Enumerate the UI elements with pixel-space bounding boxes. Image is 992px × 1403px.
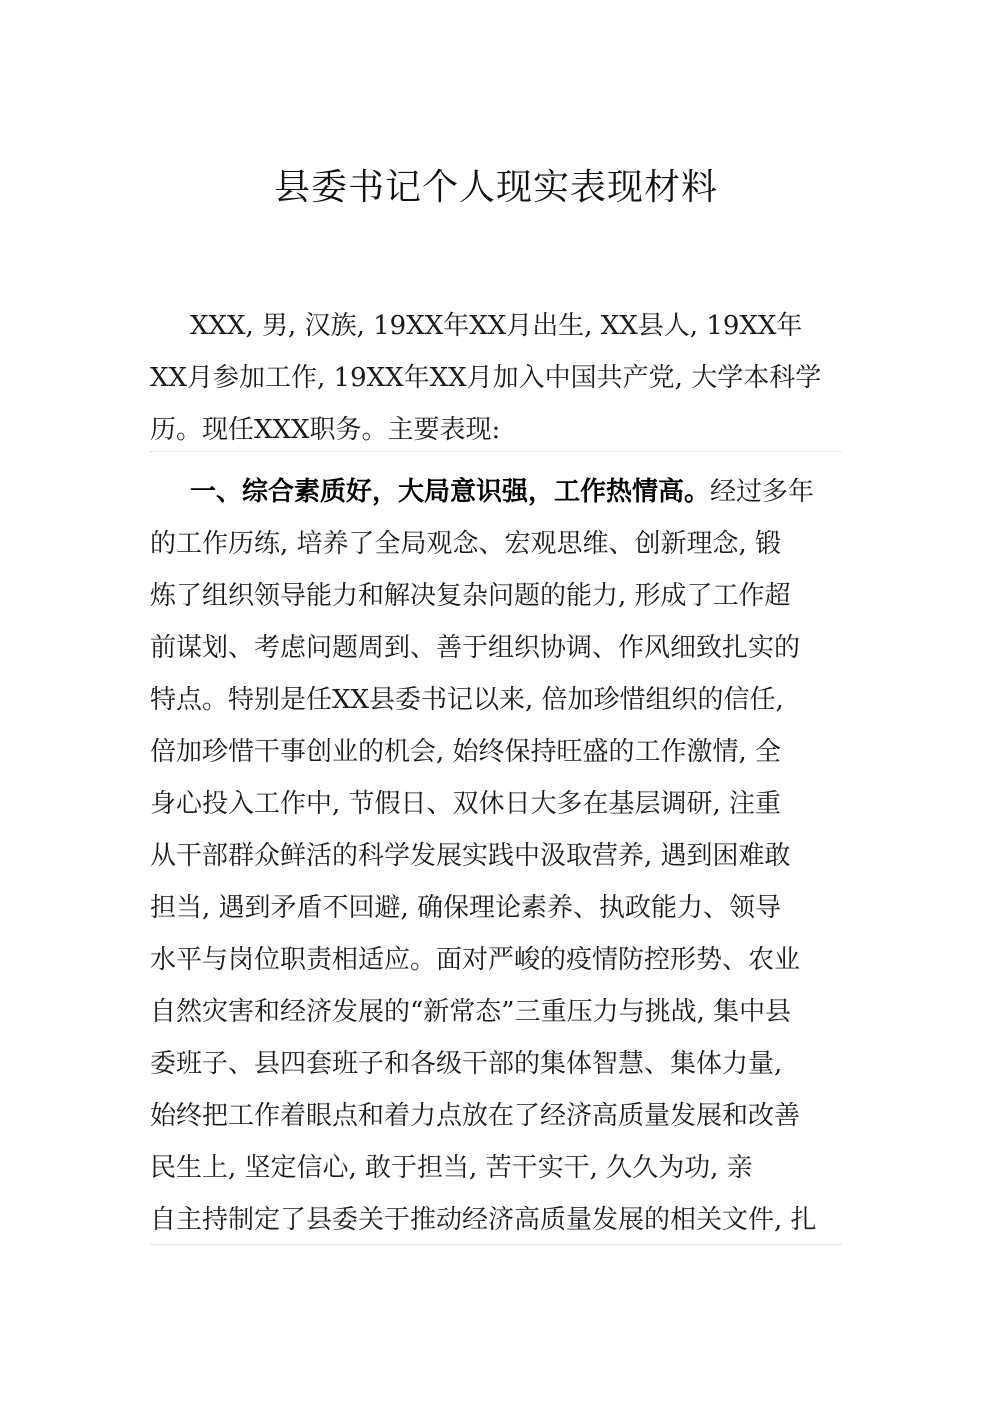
section-1-line: 的工作历练, 培养了全局观念、宏观思维、创新理念, 锻	[150, 529, 782, 559]
divider	[150, 1244, 842, 1245]
section-1-line: 倍加珍惜干事创业的机会, 始终保持旺盛的工作激情, 全	[150, 737, 782, 767]
section-1-line: 担当, 遇到矛盾不回避, 确保理论素养、执政能力、领导	[150, 893, 782, 923]
section-1-line: 炼了组织领导能力和解决复杂问题的能力, 形成了工作超	[150, 581, 791, 611]
section-1-line: 自然灾害和经济发展的“新常态”三重压力与挑战, 集中县	[150, 997, 792, 1027]
section-1-line: 身心投入工作中, 节假日、双休日大多在基层调研, 注重	[150, 789, 782, 819]
intro-line: 历。现任XXX职务。主要表现:	[150, 415, 501, 445]
section-1-first-line-rest: 经过多年	[710, 477, 815, 507]
section-1-line: 特点。特别是任XX县委书记以来, 倍加珍惜组织的信任,	[150, 685, 784, 715]
divider	[150, 451, 842, 452]
section-1-line: 从干部群众鲜活的科学发展实践中汲取营养, 遇到困难敢	[150, 841, 791, 871]
section-1-line: 始终把工作着眼点和着力点放在了经济高质量发展和改善	[150, 1101, 801, 1131]
intro-line: XX月参加工作, 19XX年XX月加入中国共产党, 大学本科学	[150, 363, 822, 393]
document-title: 县委书记个人现实表现材料	[273, 167, 718, 208]
section-1-first-line	[150, 466, 840, 518]
section-1-paragraph	[150, 466, 840, 1246]
intro-line: XXX, 男, 汉族, 19XX年XX月出生, XX县人, 19XX年	[190, 311, 803, 341]
section-1-line: 前谋划、考虑问题周到、善于组织协调、作风细致扎实的	[150, 633, 801, 663]
section-1-line: 水平与岗位职责相适应。面对严峻的疫情防控形势、农业	[150, 945, 801, 975]
section-1-line: 自主持制定了县委关于推动经济高质量发展的相关文件, 扎	[150, 1205, 817, 1235]
section-1-line: 委班子、县四套班子和各级干部的集体智慧、集体力量,	[150, 1049, 783, 1079]
section-1-heading: 一、综合素质好，大局意识强，工作热情高。	[190, 477, 711, 507]
section-1-line: 民生上, 坚定信心, 敢于担当, 苦干实干, 久久为功, 亲	[150, 1153, 753, 1183]
intro-paragraph	[150, 300, 840, 456]
